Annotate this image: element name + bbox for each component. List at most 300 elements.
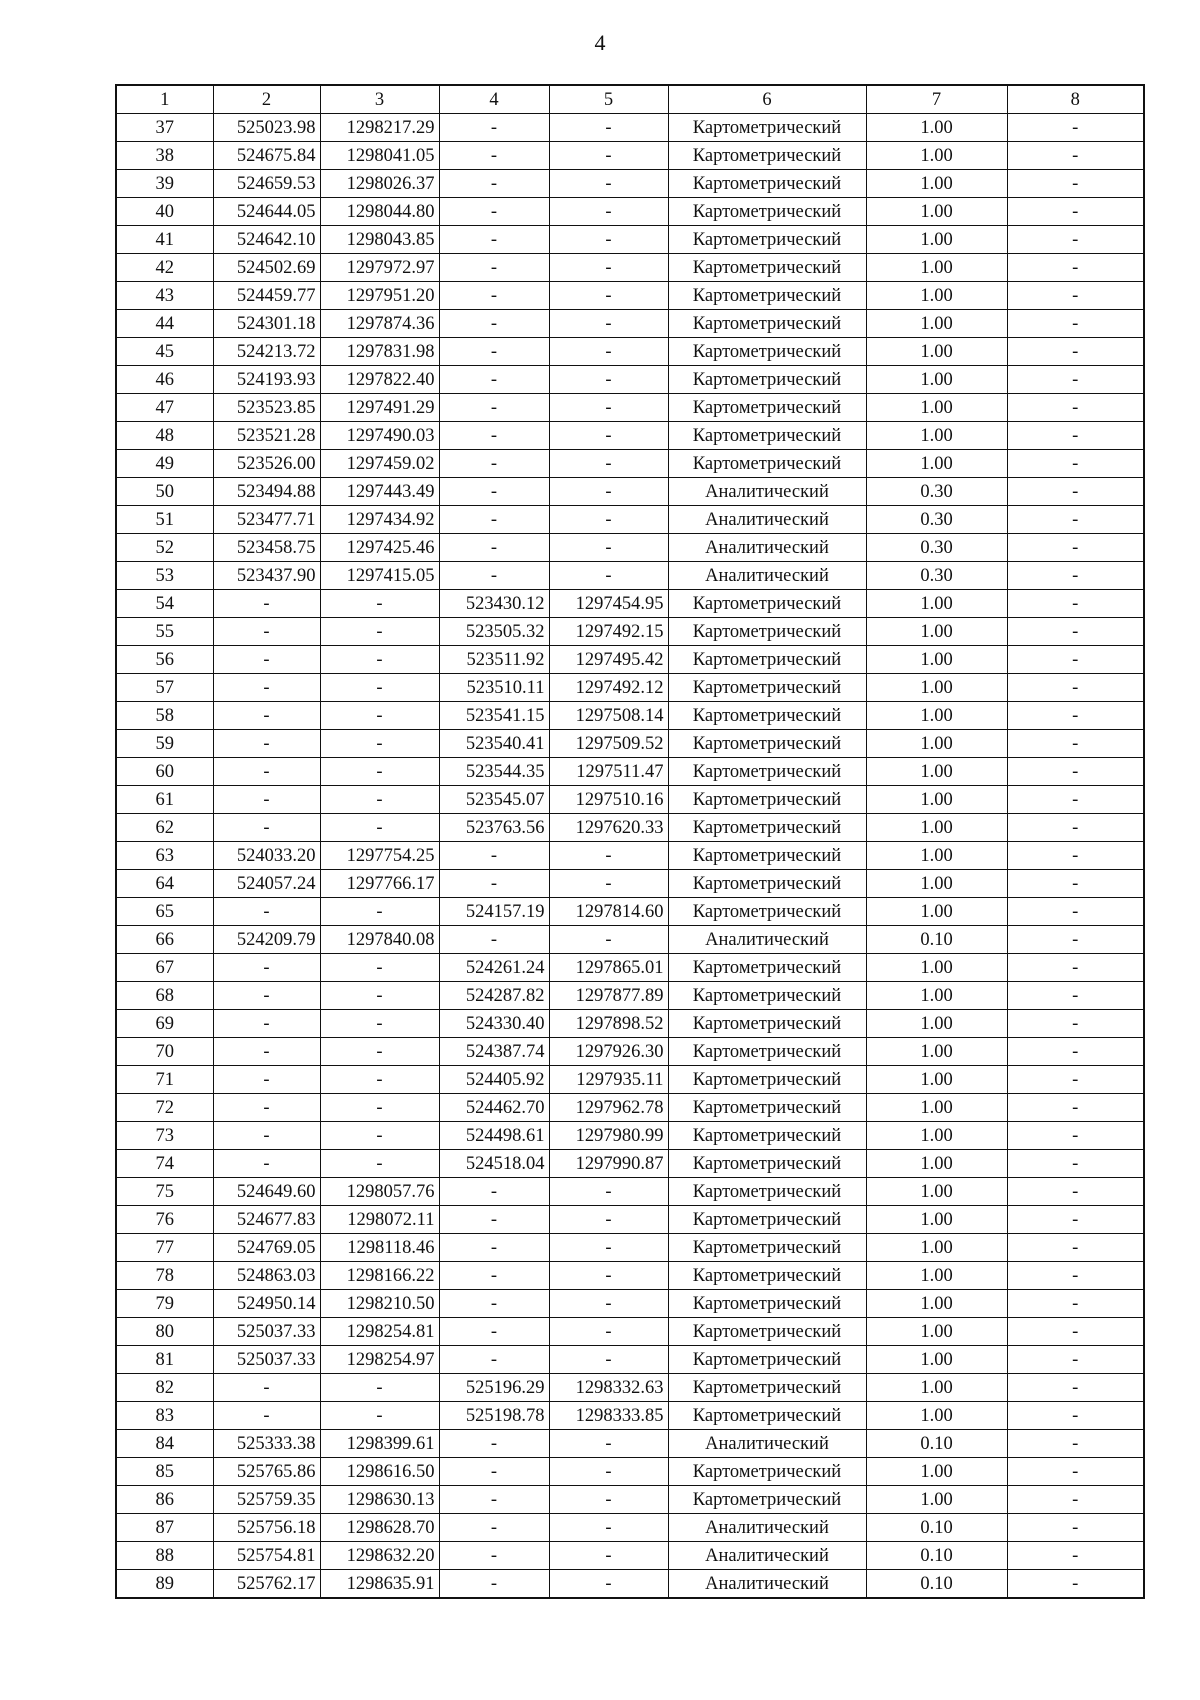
y-new-coordinate-cell: 1297454.95 (549, 590, 668, 618)
x-coordinate-cell: 525023.98 (213, 114, 320, 142)
accuracy-cell: 1.00 (866, 142, 1007, 170)
note-cell: - (1007, 1122, 1144, 1150)
note-cell: - (1007, 1374, 1144, 1402)
note-cell: - (1007, 1206, 1144, 1234)
table-row (116, 870, 1144, 898)
table-row (116, 534, 1144, 562)
point-number-cell: 48 (116, 422, 213, 450)
table-row (116, 562, 1144, 590)
x-new-coordinate-cell: 523505.32 (439, 618, 549, 646)
x-new-coordinate-cell: - (439, 1318, 549, 1346)
note-cell: - (1007, 814, 1144, 842)
note-cell: - (1007, 730, 1144, 758)
accuracy-cell: 1.00 (866, 1234, 1007, 1262)
note-cell: - (1007, 310, 1144, 338)
accuracy-cell: 1.00 (866, 254, 1007, 282)
method-cell: Картометрический (668, 1318, 866, 1346)
point-number-cell: 41 (116, 226, 213, 254)
x-new-coordinate-cell: - (439, 254, 549, 282)
note-cell: - (1007, 1094, 1144, 1122)
y-coordinate-cell: 1297443.49 (320, 478, 439, 506)
x-new-coordinate-cell: - (439, 842, 549, 870)
method-cell: Картометрический (668, 1206, 866, 1234)
y-new-coordinate-cell: - (549, 562, 668, 590)
point-number-cell: 51 (116, 506, 213, 534)
x-new-coordinate-cell: 524498.61 (439, 1122, 549, 1150)
table-row (116, 170, 1144, 198)
x-coordinate-cell: 524057.24 (213, 870, 320, 898)
column-header: 8 (1007, 85, 1144, 114)
x-new-coordinate-cell: - (439, 1234, 549, 1262)
point-number-cell: 84 (116, 1430, 213, 1458)
method-cell: Картометрический (668, 954, 866, 982)
method-cell: Картометрический (668, 1066, 866, 1094)
y-coordinate-cell: 1297434.92 (320, 506, 439, 534)
x-coordinate-cell: - (213, 1066, 320, 1094)
y-coordinate-cell: 1297754.25 (320, 842, 439, 870)
y-coordinate-cell: 1298118.46 (320, 1234, 439, 1262)
point-number-cell: 66 (116, 926, 213, 954)
note-cell: - (1007, 1038, 1144, 1066)
accuracy-cell: 1.00 (866, 870, 1007, 898)
point-number-cell: 86 (116, 1486, 213, 1514)
point-number-cell: 59 (116, 730, 213, 758)
y-new-coordinate-cell: - (549, 422, 668, 450)
x-coordinate-cell: 525333.38 (213, 1430, 320, 1458)
accuracy-cell: 1.00 (866, 730, 1007, 758)
table-body (116, 114, 1144, 1599)
method-cell: Картометрический (668, 1262, 866, 1290)
accuracy-cell: 1.00 (866, 1486, 1007, 1514)
note-cell: - (1007, 1010, 1144, 1038)
method-cell: Картометрический (668, 702, 866, 730)
point-number-cell: 68 (116, 982, 213, 1010)
accuracy-cell: 1.00 (866, 1290, 1007, 1318)
table-row (116, 1346, 1144, 1374)
y-coordinate-cell: 1298628.70 (320, 1514, 439, 1542)
x-new-coordinate-cell: 523541.15 (439, 702, 549, 730)
method-cell: Картометрический (668, 198, 866, 226)
x-new-coordinate-cell: 523510.11 (439, 674, 549, 702)
method-cell: Картометрический (668, 114, 866, 142)
point-number-cell: 54 (116, 590, 213, 618)
point-number-cell: 87 (116, 1514, 213, 1542)
table-row (116, 842, 1144, 870)
method-cell: Картометрический (668, 394, 866, 422)
y-new-coordinate-cell: 1297511.47 (549, 758, 668, 786)
y-new-coordinate-cell: - (549, 338, 668, 366)
x-new-coordinate-cell: - (439, 1290, 549, 1318)
y-coordinate-cell: - (320, 618, 439, 646)
x-new-coordinate-cell: 523763.56 (439, 814, 549, 842)
y-coordinate-cell: - (320, 1150, 439, 1178)
x-new-coordinate-cell: 524518.04 (439, 1150, 549, 1178)
y-new-coordinate-cell: - (549, 1290, 668, 1318)
point-number-cell: 76 (116, 1206, 213, 1234)
y-new-coordinate-cell: 1297620.33 (549, 814, 668, 842)
x-coordinate-cell: - (213, 1150, 320, 1178)
y-coordinate-cell: 1298217.29 (320, 114, 439, 142)
point-number-cell: 55 (116, 618, 213, 646)
accuracy-cell: 1.00 (866, 366, 1007, 394)
table-row (116, 1486, 1144, 1514)
note-cell: - (1007, 394, 1144, 422)
y-coordinate-cell: 1298043.85 (320, 226, 439, 254)
y-new-coordinate-cell: 1297935.11 (549, 1066, 668, 1094)
y-new-coordinate-cell: - (549, 1570, 668, 1599)
method-cell: Картометрический (668, 142, 866, 170)
method-cell: Аналитический (668, 1542, 866, 1570)
note-cell: - (1007, 1458, 1144, 1486)
table-row (116, 254, 1144, 282)
accuracy-cell: 0.10 (866, 1570, 1007, 1599)
table-row (116, 674, 1144, 702)
method-cell: Картометрический (668, 870, 866, 898)
note-cell: - (1007, 478, 1144, 506)
y-coordinate-cell: - (320, 1038, 439, 1066)
x-new-coordinate-cell: - (439, 870, 549, 898)
table-row (116, 814, 1144, 842)
method-cell: Картометрический (668, 450, 866, 478)
accuracy-cell: 1.00 (866, 1094, 1007, 1122)
method-cell: Картометрический (668, 1038, 866, 1066)
x-new-coordinate-cell: - (439, 422, 549, 450)
note-cell: - (1007, 1178, 1144, 1206)
accuracy-cell: 1.00 (866, 1066, 1007, 1094)
note-cell: - (1007, 758, 1144, 786)
y-coordinate-cell: - (320, 590, 439, 618)
point-number-cell: 57 (116, 674, 213, 702)
accuracy-cell: 1.00 (866, 618, 1007, 646)
y-coordinate-cell: 1298057.76 (320, 1178, 439, 1206)
x-new-coordinate-cell: 523430.12 (439, 590, 549, 618)
accuracy-cell: 0.30 (866, 562, 1007, 590)
y-new-coordinate-cell: 1298333.85 (549, 1402, 668, 1430)
table-row (116, 1570, 1144, 1599)
method-cell: Картометрический (668, 1010, 866, 1038)
note-cell: - (1007, 506, 1144, 534)
method-cell: Аналитический (668, 506, 866, 534)
accuracy-cell: 1.00 (866, 1038, 1007, 1066)
accuracy-cell: 1.00 (866, 1262, 1007, 1290)
point-number-cell: 61 (116, 786, 213, 814)
y-new-coordinate-cell: - (549, 1514, 668, 1542)
x-coordinate-cell: 524642.10 (213, 226, 320, 254)
note-cell: - (1007, 646, 1144, 674)
method-cell: Картометрический (668, 646, 866, 674)
accuracy-cell: 1.00 (866, 702, 1007, 730)
accuracy-cell: 1.00 (866, 226, 1007, 254)
x-coordinate-cell: - (213, 646, 320, 674)
table-row (116, 422, 1144, 450)
method-cell: Картометрический (668, 282, 866, 310)
y-new-coordinate-cell: - (549, 1542, 668, 1570)
y-coordinate-cell: - (320, 1094, 439, 1122)
y-coordinate-cell: 1298616.50 (320, 1458, 439, 1486)
accuracy-cell: 1.00 (866, 590, 1007, 618)
accuracy-cell: 1.00 (866, 1150, 1007, 1178)
note-cell: - (1007, 226, 1144, 254)
point-number-cell: 70 (116, 1038, 213, 1066)
point-number-cell: 42 (116, 254, 213, 282)
y-coordinate-cell: 1298635.91 (320, 1570, 439, 1599)
column-header: 1 (116, 85, 213, 114)
point-number-cell: 63 (116, 842, 213, 870)
x-new-coordinate-cell: 524330.40 (439, 1010, 549, 1038)
point-number-cell: 89 (116, 1570, 213, 1599)
y-new-coordinate-cell: 1297962.78 (549, 1094, 668, 1122)
x-coordinate-cell: 524769.05 (213, 1234, 320, 1262)
point-number-cell: 75 (116, 1178, 213, 1206)
x-coordinate-cell: 525762.17 (213, 1570, 320, 1599)
accuracy-cell: 1.00 (866, 1374, 1007, 1402)
table-row (116, 366, 1144, 394)
accuracy-cell: 0.30 (866, 506, 1007, 534)
note-cell: - (1007, 1570, 1144, 1599)
y-coordinate-cell: 1297874.36 (320, 310, 439, 338)
y-new-coordinate-cell: - (549, 1234, 668, 1262)
y-new-coordinate-cell: - (549, 1486, 668, 1514)
note-cell: - (1007, 1150, 1144, 1178)
accuracy-cell: 0.10 (866, 926, 1007, 954)
x-coordinate-cell: 523523.85 (213, 394, 320, 422)
y-coordinate-cell: 1298632.20 (320, 1542, 439, 1570)
method-cell: Аналитический (668, 562, 866, 590)
y-coordinate-cell: - (320, 982, 439, 1010)
x-new-coordinate-cell: - (439, 1346, 549, 1374)
y-new-coordinate-cell: - (549, 534, 668, 562)
y-new-coordinate-cell: 1297926.30 (549, 1038, 668, 1066)
method-cell: Картометрический (668, 1234, 866, 1262)
x-coordinate-cell: 524675.84 (213, 142, 320, 170)
table-row (116, 282, 1144, 310)
table-row (116, 1234, 1144, 1262)
y-new-coordinate-cell: 1297492.12 (549, 674, 668, 702)
accuracy-cell: 1.00 (866, 674, 1007, 702)
x-coordinate-cell: - (213, 1374, 320, 1402)
table-row (116, 898, 1144, 926)
y-coordinate-cell: 1297822.40 (320, 366, 439, 394)
coordinates-table (115, 84, 1145, 1599)
y-coordinate-cell: - (320, 1374, 439, 1402)
method-cell: Картометрический (668, 590, 866, 618)
x-new-coordinate-cell: - (439, 926, 549, 954)
method-cell: Картометрический (668, 758, 866, 786)
x-new-coordinate-cell: - (439, 114, 549, 142)
y-coordinate-cell: 1297972.97 (320, 254, 439, 282)
y-coordinate-cell: - (320, 786, 439, 814)
accuracy-cell: 1.00 (866, 170, 1007, 198)
column-header: 5 (549, 85, 668, 114)
x-coordinate-cell: - (213, 898, 320, 926)
point-number-cell: 39 (116, 170, 213, 198)
table-row (116, 1514, 1144, 1542)
point-number-cell: 73 (116, 1122, 213, 1150)
table-row (116, 786, 1144, 814)
y-coordinate-cell: - (320, 646, 439, 674)
x-coordinate-cell: - (213, 982, 320, 1010)
note-cell: - (1007, 1318, 1144, 1346)
point-number-cell: 77 (116, 1234, 213, 1262)
y-coordinate-cell: 1297951.20 (320, 282, 439, 310)
y-new-coordinate-cell: 1297980.99 (549, 1122, 668, 1150)
point-number-cell: 67 (116, 954, 213, 982)
x-new-coordinate-cell: 524157.19 (439, 898, 549, 926)
y-new-coordinate-cell: - (549, 282, 668, 310)
x-coordinate-cell: - (213, 1122, 320, 1150)
y-coordinate-cell: 1298041.05 (320, 142, 439, 170)
x-new-coordinate-cell: - (439, 478, 549, 506)
y-new-coordinate-cell: - (549, 1206, 668, 1234)
y-coordinate-cell: - (320, 898, 439, 926)
column-header: 2 (213, 85, 320, 114)
x-coordinate-cell: - (213, 758, 320, 786)
column-header: 6 (668, 85, 866, 114)
accuracy-cell: 1.00 (866, 982, 1007, 1010)
column-header: 3 (320, 85, 439, 114)
x-new-coordinate-cell: - (439, 170, 549, 198)
point-number-cell: 85 (116, 1458, 213, 1486)
point-number-cell: 44 (116, 310, 213, 338)
accuracy-cell: 0.10 (866, 1514, 1007, 1542)
x-new-coordinate-cell: - (439, 1178, 549, 1206)
y-new-coordinate-cell: - (549, 478, 668, 506)
table-row (116, 758, 1144, 786)
x-coordinate-cell: 524649.60 (213, 1178, 320, 1206)
point-number-cell: 53 (116, 562, 213, 590)
x-coordinate-cell: 523477.71 (213, 506, 320, 534)
point-number-cell: 79 (116, 1290, 213, 1318)
note-cell: - (1007, 1542, 1144, 1570)
note-cell: - (1007, 1346, 1144, 1374)
table-row (116, 1178, 1144, 1206)
point-number-cell: 88 (116, 1542, 213, 1570)
y-coordinate-cell: - (320, 730, 439, 758)
table-row (116, 450, 1144, 478)
accuracy-cell: 1.00 (866, 842, 1007, 870)
table-row (116, 1010, 1144, 1038)
x-coordinate-cell: 524033.20 (213, 842, 320, 870)
y-new-coordinate-cell: - (549, 1178, 668, 1206)
point-number-cell: 65 (116, 898, 213, 926)
x-coordinate-cell: 523526.00 (213, 450, 320, 478)
y-coordinate-cell: 1297491.29 (320, 394, 439, 422)
table-row (116, 1094, 1144, 1122)
table-row (116, 1458, 1144, 1486)
x-coordinate-cell: 525037.33 (213, 1346, 320, 1374)
table-row (116, 1262, 1144, 1290)
x-coordinate-cell: 524863.03 (213, 1262, 320, 1290)
note-cell: - (1007, 954, 1144, 982)
x-coordinate-cell: 524950.14 (213, 1290, 320, 1318)
x-coordinate-cell: 523494.88 (213, 478, 320, 506)
point-number-cell: 49 (116, 450, 213, 478)
x-new-coordinate-cell: - (439, 450, 549, 478)
y-new-coordinate-cell: - (549, 170, 668, 198)
note-cell: - (1007, 1066, 1144, 1094)
y-coordinate-cell: 1298210.50 (320, 1290, 439, 1318)
method-cell: Картометрический (668, 786, 866, 814)
method-cell: Картометрический (668, 1374, 866, 1402)
y-coordinate-cell: - (320, 814, 439, 842)
y-coordinate-cell: 1297415.05 (320, 562, 439, 590)
y-coordinate-cell: 1298254.97 (320, 1346, 439, 1374)
y-new-coordinate-cell: - (549, 142, 668, 170)
point-number-cell: 37 (116, 114, 213, 142)
method-cell: Картометрический (668, 338, 866, 366)
y-coordinate-cell: - (320, 1066, 439, 1094)
x-coordinate-cell: - (213, 730, 320, 758)
y-new-coordinate-cell: - (549, 1318, 668, 1346)
y-new-coordinate-cell: - (549, 926, 668, 954)
x-coordinate-cell: 524301.18 (213, 310, 320, 338)
x-coordinate-cell: 524502.69 (213, 254, 320, 282)
y-coordinate-cell: 1297831.98 (320, 338, 439, 366)
method-cell: Картометрический (668, 898, 866, 926)
y-new-coordinate-cell: 1297814.60 (549, 898, 668, 926)
table-row (116, 310, 1144, 338)
y-new-coordinate-cell: 1297495.42 (549, 646, 668, 674)
x-new-coordinate-cell: 524405.92 (439, 1066, 549, 1094)
y-coordinate-cell: - (320, 674, 439, 702)
y-coordinate-cell: 1298026.37 (320, 170, 439, 198)
y-new-coordinate-cell: 1297865.01 (549, 954, 668, 982)
note-cell: - (1007, 1486, 1144, 1514)
method-cell: Картометрический (668, 1178, 866, 1206)
method-cell: Картометрический (668, 618, 866, 646)
x-new-coordinate-cell: 523511.92 (439, 646, 549, 674)
x-coordinate-cell: 524193.93 (213, 366, 320, 394)
y-new-coordinate-cell: - (549, 198, 668, 226)
method-cell: Картометрический (668, 254, 866, 282)
method-cell: Картометрический (668, 366, 866, 394)
method-cell: Картометрический (668, 1290, 866, 1318)
table-row (116, 1430, 1144, 1458)
y-new-coordinate-cell: - (549, 394, 668, 422)
point-number-cell: 81 (116, 1346, 213, 1374)
note-cell: - (1007, 842, 1144, 870)
table-row (116, 1290, 1144, 1318)
x-coordinate-cell: - (213, 1094, 320, 1122)
column-header: 7 (866, 85, 1007, 114)
table-row (116, 1066, 1144, 1094)
table-row (116, 142, 1144, 170)
accuracy-cell: 1.00 (866, 646, 1007, 674)
x-coordinate-cell: 524459.77 (213, 282, 320, 310)
method-cell: Аналитический (668, 1430, 866, 1458)
accuracy-cell: 0.30 (866, 478, 1007, 506)
x-new-coordinate-cell: 525196.29 (439, 1374, 549, 1402)
note-cell: - (1007, 534, 1144, 562)
x-coordinate-cell: - (213, 618, 320, 646)
x-new-coordinate-cell: - (439, 1430, 549, 1458)
x-new-coordinate-cell: - (439, 366, 549, 394)
method-cell: Аналитический (668, 926, 866, 954)
accuracy-cell: 0.30 (866, 534, 1007, 562)
accuracy-cell: 1.00 (866, 954, 1007, 982)
x-new-coordinate-cell: - (439, 506, 549, 534)
method-cell: Картометрический (668, 422, 866, 450)
x-coordinate-cell: - (213, 814, 320, 842)
x-new-coordinate-cell: - (439, 1570, 549, 1599)
y-coordinate-cell: 1298630.13 (320, 1486, 439, 1514)
method-cell: Аналитический (668, 1570, 866, 1599)
y-coordinate-cell: 1297459.02 (320, 450, 439, 478)
point-number-cell: 72 (116, 1094, 213, 1122)
accuracy-cell: 1.00 (866, 1010, 1007, 1038)
x-new-coordinate-cell: 523540.41 (439, 730, 549, 758)
note-cell: - (1007, 1402, 1144, 1430)
